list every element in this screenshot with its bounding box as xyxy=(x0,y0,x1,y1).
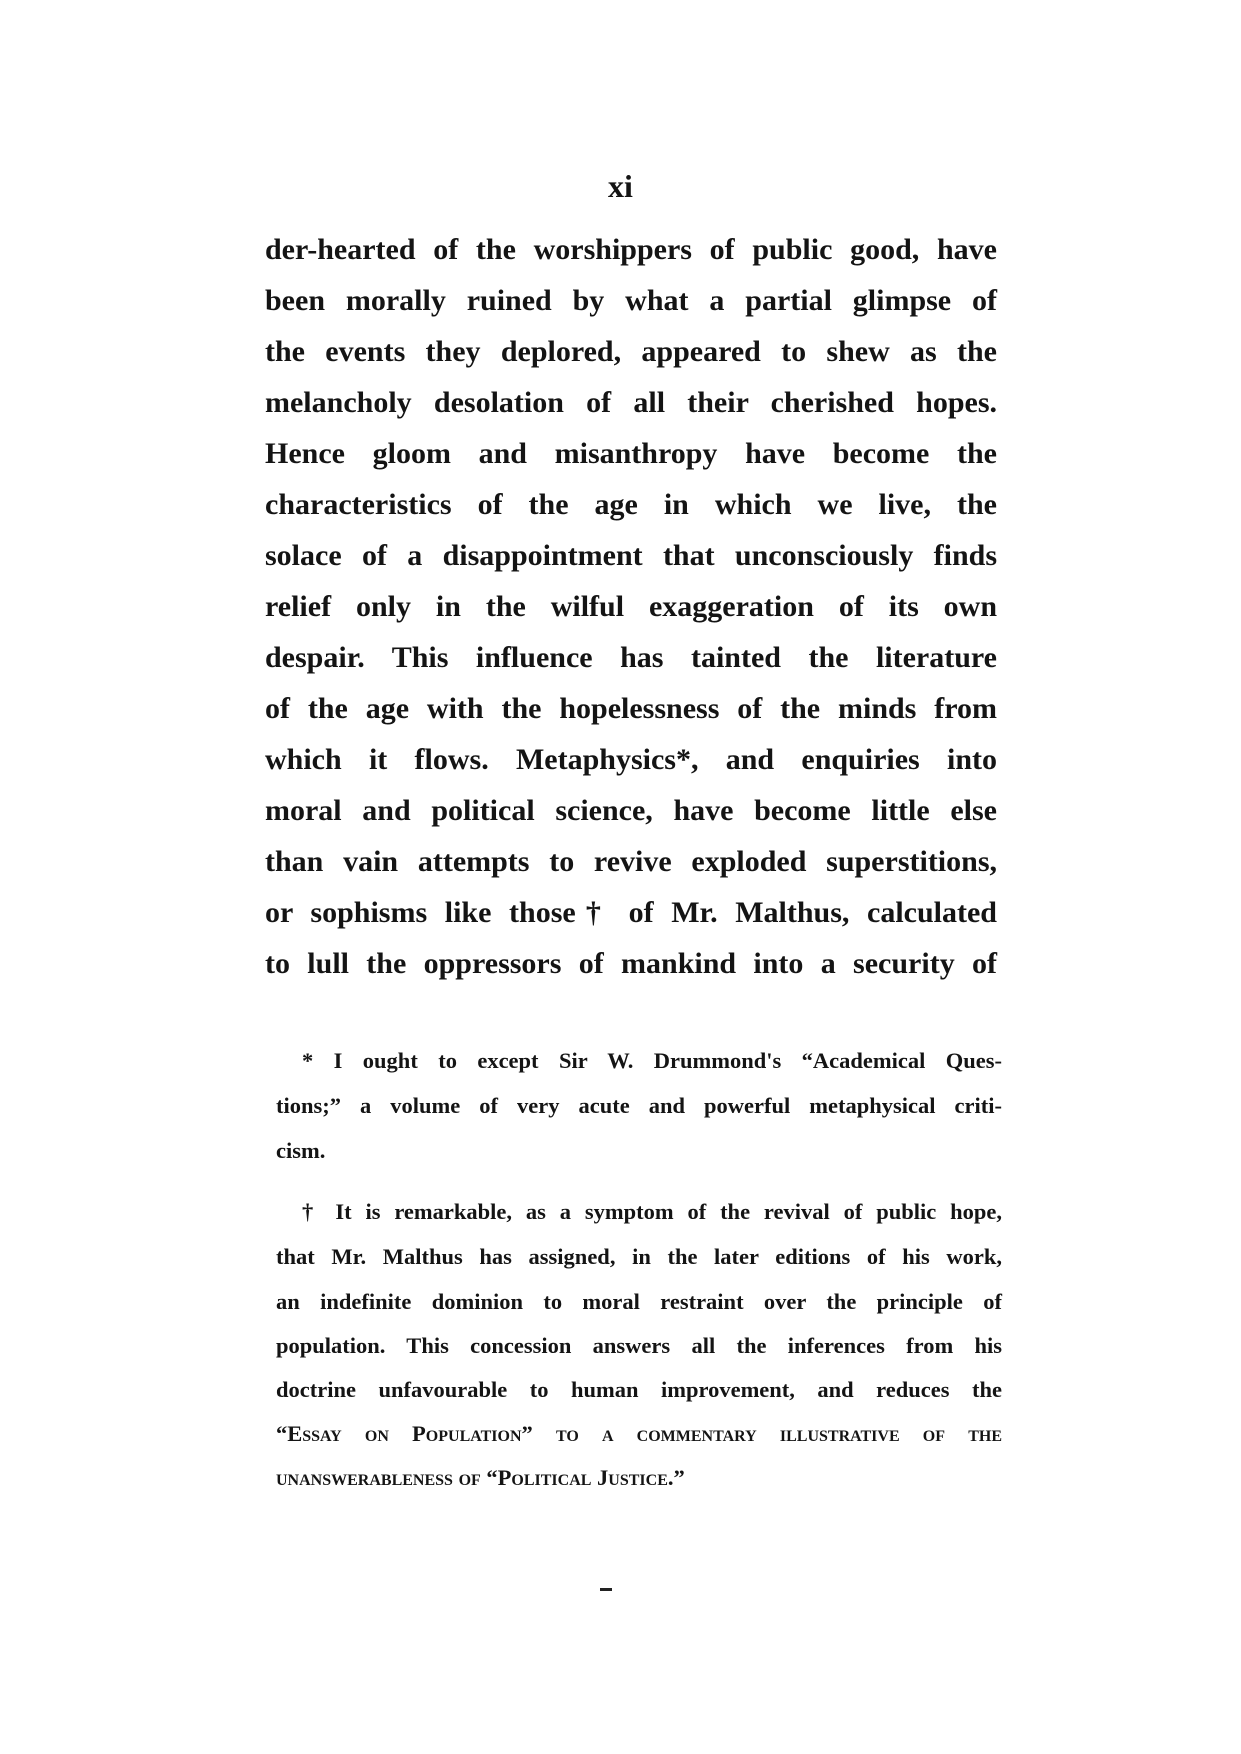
body-line: been morally ruined by what a partial glimpse of xyxy=(265,284,997,317)
footnote-line: population. This concession answers all the inferences from his xyxy=(276,1333,1002,1358)
body-line: solace of a disappointment that unconsciously finds xyxy=(265,539,997,572)
body-line: melancholy desolation of all their cherished hopes. xyxy=(265,386,997,419)
body-line: which it flows. Metaphysics*, and enquiries into xyxy=(265,743,997,776)
body-line: moral and political science, have become little else xyxy=(265,794,997,827)
footnote-line: “Essay on Population” to a commentary illustrative of the xyxy=(276,1421,1002,1446)
footnote-line: doctrine unfavourable to human improvement, and reduces the xyxy=(276,1377,1002,1402)
footnote-line: an indefinite dominion to moral restraint over the principle of xyxy=(276,1289,1002,1314)
body-line: der-hearted of the worshippers of public good, have xyxy=(265,233,997,266)
body-line: to lull the oppressors of mankind into a security of xyxy=(265,947,997,980)
footnote-line: unanswerableness of “Political Justice.” xyxy=(276,1465,685,1490)
footnote-line: cism. xyxy=(276,1138,326,1163)
body-line: characteristics of the age in which we live, the xyxy=(265,488,997,521)
footnote-line: that Mr. Malthus has assigned, in the later editions of his work, xyxy=(276,1244,1002,1269)
body-line: the events they deplored, appeared to shew as the xyxy=(265,335,997,368)
body-line: of the age with the hopelessness of the minds from xyxy=(265,692,997,725)
footnote-line: † It is remarkable, as a symptom of the revival of public hope, xyxy=(302,1199,1002,1224)
body-line: or sophisms like those† of Mr. Malthus, calculated xyxy=(265,896,997,929)
page-number: xi xyxy=(608,168,633,204)
body-line: Hence gloom and misanthropy have become the xyxy=(265,437,997,470)
page-end-mark xyxy=(600,1588,612,1591)
body-line: despair. This influence has tainted the literature xyxy=(265,641,997,674)
body-line: than vain attempts to revive exploded superstitions, xyxy=(265,845,997,878)
footnote-line: tions;” a volume of very acute and powerful metaphysical criti- xyxy=(276,1093,1002,1118)
footnote-line: * I ought to except Sir W. Drummond's “Academical Ques- xyxy=(302,1048,1002,1073)
body-line: relief only in the wilful exaggeration of its own xyxy=(265,590,997,623)
